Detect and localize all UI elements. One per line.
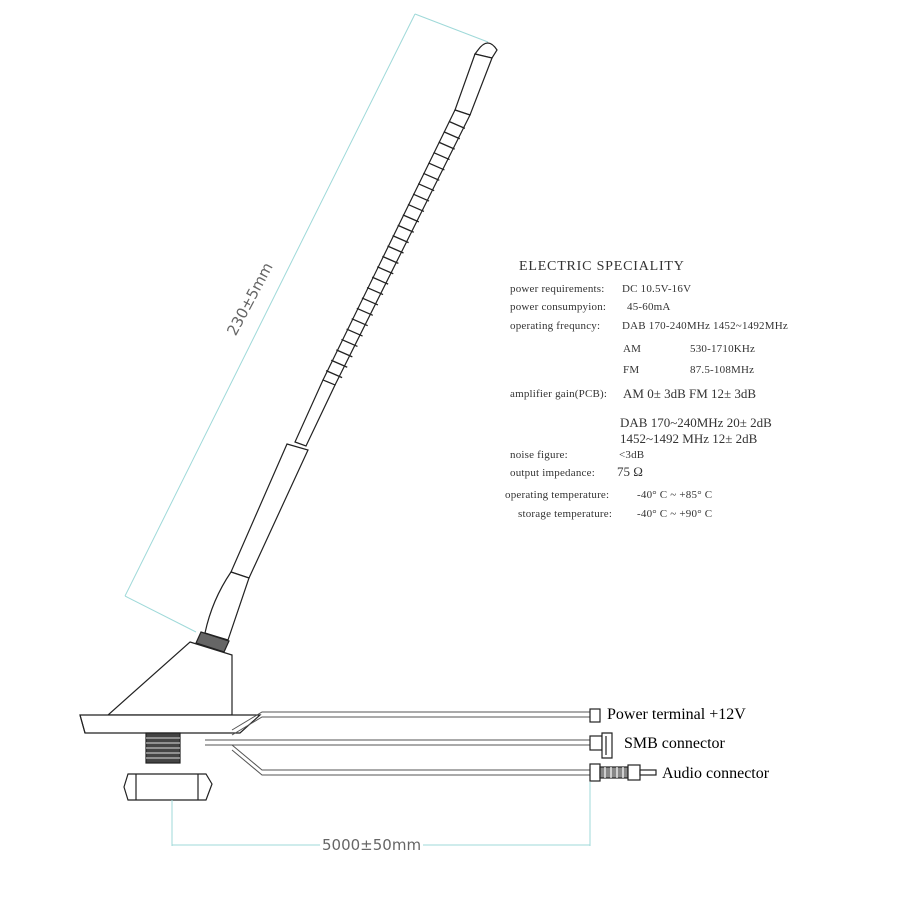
power-consumption-label: power consumpyion:: [510, 301, 607, 313]
antenna-mast: [196, 43, 497, 652]
power-terminal-plug: [590, 709, 600, 722]
fm-label: FM: [623, 364, 640, 376]
output-impedance-label: output impedance:: [510, 467, 595, 479]
dab-gain-2: 1452~1492 MHz 12± 2dB: [620, 431, 758, 446]
amplifier-gain-label: amplifier gain(PCB):: [510, 388, 608, 400]
operating-frequency-dab: DAB 170-240MHz 1452~1492MHz: [622, 320, 788, 332]
output-impedance-value: 75 Ω: [617, 464, 643, 479]
power-consumption-value: 45-60mA: [627, 301, 671, 313]
storage-temperature-label: storage temperature:: [518, 508, 613, 520]
operating-temperature-value: -40° C ~ +85° C: [637, 489, 713, 501]
storage-temperature-value: -40° C ~ +90° C: [637, 508, 713, 520]
dab-gain-1: DAB 170~240MHz 20± 2dB: [620, 415, 772, 430]
noise-figure-value: <3dB: [619, 449, 645, 461]
operating-frequency-label: operating frequncy:: [510, 320, 601, 332]
power-requirements-value: DC 10.5V-16V: [622, 283, 692, 295]
fm-value: 87.5-108MHz: [690, 364, 755, 376]
smb-connector-label: SMB connector: [624, 735, 725, 752]
cables: [205, 712, 590, 775]
am-label: AM: [623, 343, 642, 355]
operating-temperature-label: operating temperature:: [505, 489, 610, 501]
audio-connector-label: Audio connector: [662, 765, 770, 782]
antenna-length-label: 230±5mm: [223, 259, 277, 339]
am-value: 530-1710KHz: [690, 343, 756, 355]
cable-length-label: 5000±50mm: [322, 836, 422, 854]
antenna-base: [80, 642, 260, 800]
power-requirements-label: power requirements:: [510, 283, 605, 295]
amplifier-gain-value: AM 0± 3dB FM 12± 3dB: [623, 386, 757, 401]
smb-connector-plug: [590, 733, 612, 758]
noise-figure-label: noise figure:: [510, 449, 568, 461]
audio-connector-plug: [590, 764, 656, 781]
antenna-length-dimension: [125, 14, 488, 632]
power-terminal-label: Power terminal +12V: [607, 706, 746, 723]
spec-title: ELECTRIC SPECIALITY: [519, 259, 685, 274]
